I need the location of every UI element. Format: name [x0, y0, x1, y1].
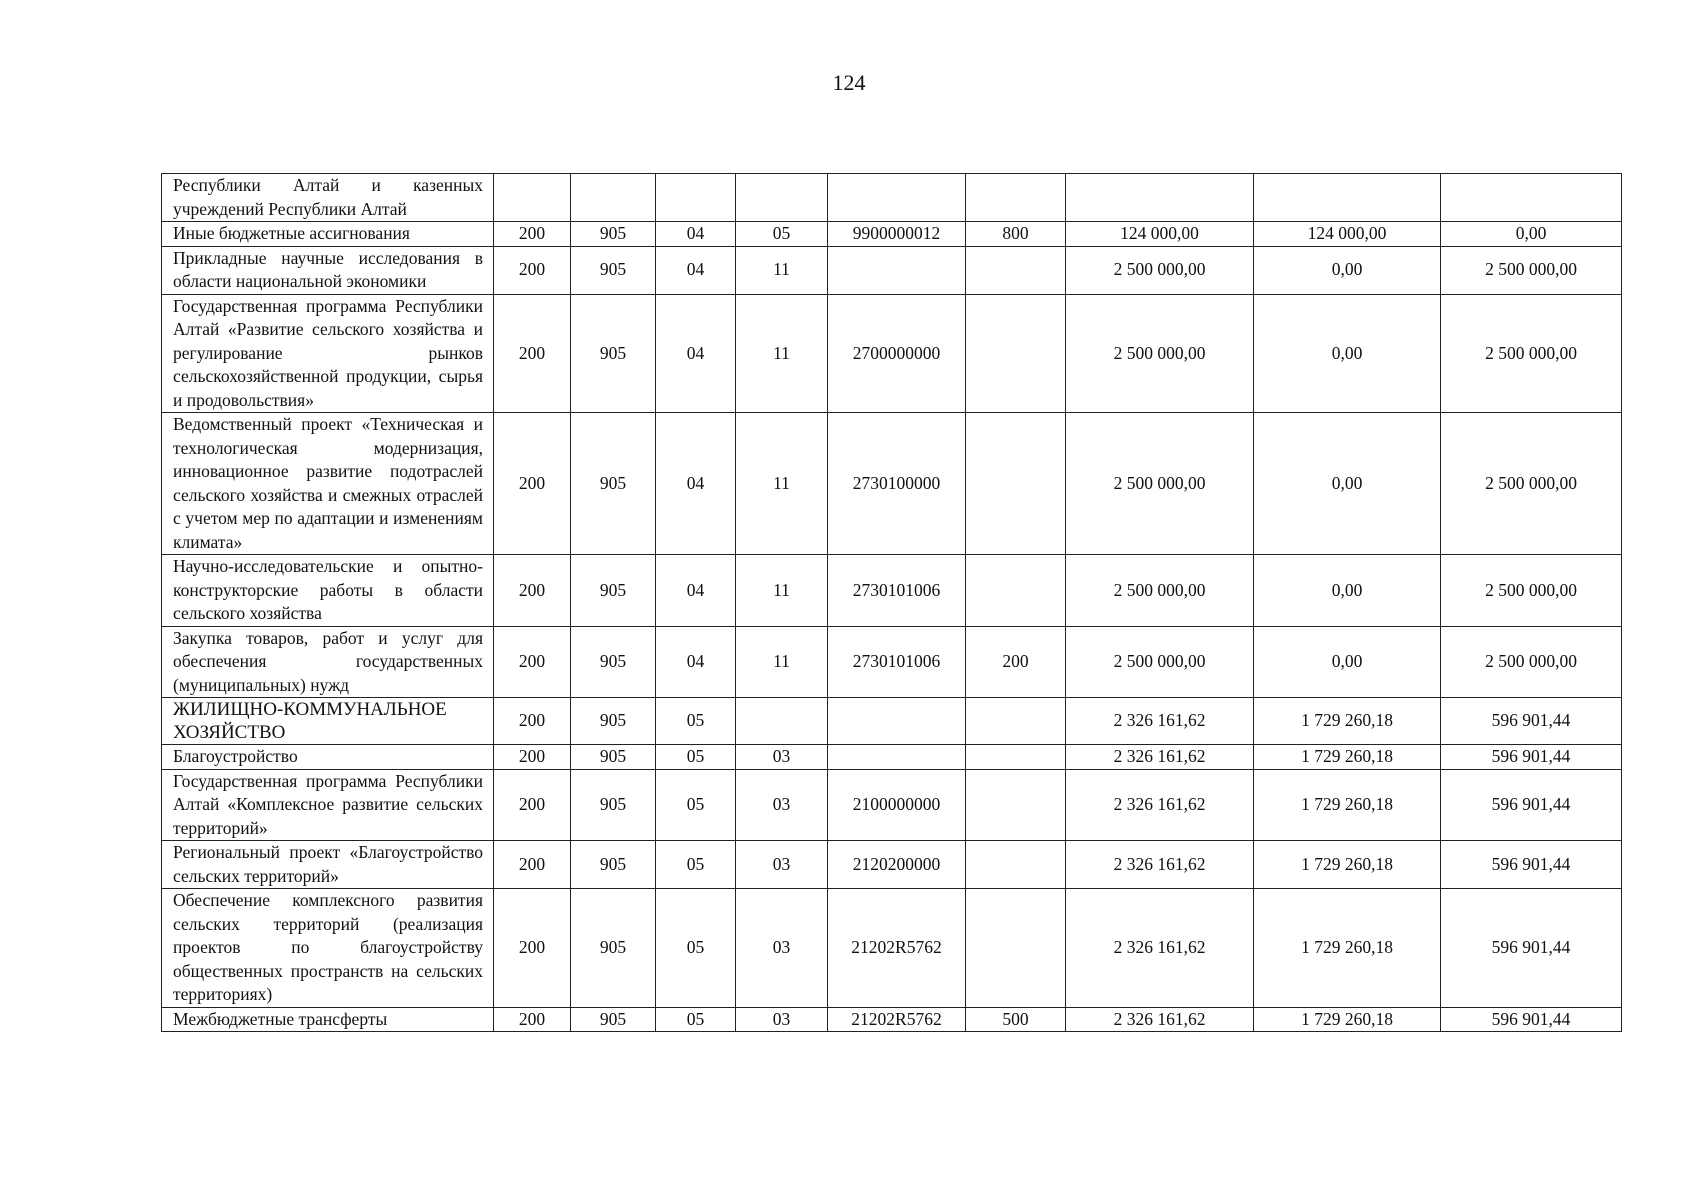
amount-regional-cell: 596 901,44 [1441, 889, 1622, 1008]
target-article-cell: 21202R5762 [828, 889, 966, 1008]
section-code-cell: 05 [656, 698, 736, 745]
expense-type-cell [966, 841, 1066, 889]
table-row [162, 555, 1622, 627]
subsection-code-cell: 11 [736, 246, 828, 294]
section-code-cell: 04 [656, 246, 736, 294]
row-name-cell: Иные бюджетные ассигнования [162, 222, 494, 247]
section-code-cell: 04 [656, 294, 736, 413]
amount-total-cell: 2 326 161,62 [1066, 841, 1254, 889]
amount-regional-cell: 2 500 000,00 [1441, 626, 1622, 698]
target-article-cell: 2700000000 [828, 294, 966, 413]
code-1-cell: 200 [494, 745, 571, 770]
section-code-cell: 04 [656, 626, 736, 698]
target-article-cell: 2100000000 [828, 769, 966, 841]
amount-regional-cell: 596 901,44 [1441, 1007, 1622, 1032]
row-name-cell: Научно-исследовательские и опытно-конструкторские работы в области сельского хозяйства [162, 555, 494, 627]
amount-federal-cell: 0,00 [1254, 626, 1441, 698]
amount-federal-cell: 1 729 260,18 [1254, 769, 1441, 841]
subsection-code-cell [736, 698, 828, 745]
section-code-cell: 04 [656, 222, 736, 247]
expense-type-cell [966, 889, 1066, 1008]
ministry-code-cell: 905 [571, 745, 656, 770]
code-1-cell: 200 [494, 769, 571, 841]
page-number: 124 [832, 70, 866, 95]
amount-regional-cell: 2 500 000,00 [1441, 294, 1622, 413]
amount-federal-cell: 1 729 260,18 [1254, 745, 1441, 770]
expense-type-cell [966, 413, 1066, 555]
amount-total-cell: 2 326 161,62 [1066, 698, 1254, 745]
ministry-code-cell: 905 [571, 626, 656, 698]
table-row [162, 698, 1622, 745]
amount-federal-cell: 0,00 [1254, 294, 1441, 413]
target-article-cell: 9900000012 [828, 222, 966, 247]
subsection-code-cell: 11 [736, 626, 828, 698]
row-name-cell: Прикладные научные исследования в области национальной экономики [162, 246, 494, 294]
section-code-cell: 04 [656, 413, 736, 555]
code-1-cell: 200 [494, 294, 571, 413]
subsection-code-cell: 11 [736, 413, 828, 555]
row-name-cell: Закупка товаров, работ и услуг для обеспечения государственных (муниципальных) нужд [162, 626, 494, 698]
table-row [162, 413, 1622, 555]
section-code-cell: 05 [656, 1007, 736, 1032]
amount-total-cell: 2 500 000,00 [1066, 294, 1254, 413]
row-name-cell: Межбюджетные трансферты [162, 1007, 494, 1032]
expense-type-cell [966, 745, 1066, 770]
target-article-cell: 2730100000 [828, 413, 966, 555]
expense-type-cell [966, 698, 1066, 745]
section-code-cell: 04 [656, 555, 736, 627]
ministry-code-cell: 905 [571, 698, 656, 745]
amount-total-cell: 2 500 000,00 [1066, 246, 1254, 294]
section-code-cell: 05 [656, 769, 736, 841]
budget-table [161, 173, 1622, 1032]
row-name-cell: Ведомственный проект «Техническая и технологическая модернизация, инновационное развитие подотраслей сельского хозяйства и смежных отраслей с учетом мер по адаптации и изменениям климата» [162, 413, 494, 555]
subsection-code-cell: 03 [736, 889, 828, 1008]
table-row [162, 294, 1622, 413]
target-article-cell: 2120200000 [828, 841, 966, 889]
ministry-code-cell: 905 [571, 294, 656, 413]
row-name-cell: Обеспечение комплексного развития сельских территорий (реализация проектов по благоустройству общественных пространств на сельских территориях) [162, 889, 494, 1008]
table-row [162, 1007, 1622, 1032]
expense-type-cell: 500 [966, 1007, 1066, 1032]
amount-federal-cell: 0,00 [1254, 413, 1441, 555]
subsection-code-cell: 03 [736, 745, 828, 770]
code-1-cell: 200 [494, 841, 571, 889]
expense-type-cell: 800 [966, 222, 1066, 247]
section-code-cell: 05 [656, 841, 736, 889]
expense-type-cell: 200 [966, 626, 1066, 698]
amount-total-cell: 124 000,00 [1066, 222, 1254, 247]
subsection-code-cell: 11 [736, 294, 828, 413]
expense-type-cell [966, 769, 1066, 841]
code-1-cell: 200 [494, 413, 571, 555]
code-1-cell [494, 174, 571, 222]
code-1-cell: 200 [494, 222, 571, 247]
target-article-cell [828, 246, 966, 294]
amount-total-cell [1066, 174, 1254, 222]
ministry-code-cell [571, 174, 656, 222]
amount-federal-cell: 124 000,00 [1254, 222, 1441, 247]
table-row [162, 745, 1622, 770]
amount-regional-cell: 596 901,44 [1441, 841, 1622, 889]
subsection-code-cell: 03 [736, 841, 828, 889]
amount-total-cell: 2 500 000,00 [1066, 555, 1254, 627]
target-article-cell: 21202R5762 [828, 1007, 966, 1032]
row-name-cell: Государственная программа Республики Алтай «Комплексное развитие сельских территорий» [162, 769, 494, 841]
target-article-cell: 2730101006 [828, 555, 966, 627]
amount-regional-cell: 0,00 [1441, 222, 1622, 247]
target-article-cell: 2730101006 [828, 626, 966, 698]
section-code-cell: 05 [656, 889, 736, 1008]
amount-federal-cell: 0,00 [1254, 246, 1441, 294]
table-row [162, 174, 1622, 222]
target-article-cell [828, 698, 966, 745]
code-1-cell: 200 [494, 246, 571, 294]
expense-type-cell [966, 246, 1066, 294]
amount-federal-cell: 1 729 260,18 [1254, 1007, 1441, 1032]
amount-total-cell: 2 326 161,62 [1066, 769, 1254, 841]
expense-type-cell [966, 294, 1066, 413]
target-article-cell [828, 174, 966, 222]
table-row [162, 222, 1622, 247]
table-row [162, 841, 1622, 889]
amount-regional-cell: 596 901,44 [1441, 745, 1622, 770]
row-name-cell: Республики Алтай и казенных учреждений Республики Алтай [162, 174, 494, 222]
amount-regional-cell: 2 500 000,00 [1441, 246, 1622, 294]
ministry-code-cell: 905 [571, 769, 656, 841]
ministry-code-cell: 905 [571, 246, 656, 294]
subsection-code-cell: 05 [736, 222, 828, 247]
ministry-code-cell: 905 [571, 889, 656, 1008]
amount-total-cell: 2 326 161,62 [1066, 745, 1254, 770]
subsection-code-cell [736, 174, 828, 222]
code-1-cell: 200 [494, 698, 571, 745]
amount-federal-cell: 0,00 [1254, 555, 1441, 627]
subsection-code-cell: 03 [736, 769, 828, 841]
table-row [162, 246, 1622, 294]
code-1-cell: 200 [494, 555, 571, 627]
expense-type-cell [966, 174, 1066, 222]
section-code-cell [656, 174, 736, 222]
row-name-cell: Региональный проект «Благоустройство сельских территорий» [162, 841, 494, 889]
section-code-cell: 05 [656, 745, 736, 770]
ministry-code-cell: 905 [571, 555, 656, 627]
amount-regional-cell [1441, 174, 1622, 222]
row-name-cell: ЖИЛИЩНО-КОММУНАЛЬНОЕ ХОЗЯЙСТВО [162, 698, 494, 745]
amount-federal-cell [1254, 174, 1441, 222]
code-1-cell: 200 [494, 1007, 571, 1032]
ministry-code-cell: 905 [571, 1007, 656, 1032]
ministry-code-cell: 905 [571, 222, 656, 247]
amount-total-cell: 2 326 161,62 [1066, 889, 1254, 1008]
subsection-code-cell: 11 [736, 555, 828, 627]
ministry-code-cell: 905 [571, 413, 656, 555]
table-row [162, 626, 1622, 698]
expense-type-cell [966, 555, 1066, 627]
table-row [162, 889, 1622, 1008]
amount-total-cell: 2 500 000,00 [1066, 413, 1254, 555]
ministry-code-cell: 905 [571, 841, 656, 889]
amount-federal-cell: 1 729 260,18 [1254, 889, 1441, 1008]
amount-total-cell: 2 500 000,00 [1066, 626, 1254, 698]
amount-total-cell: 2 326 161,62 [1066, 1007, 1254, 1032]
amount-regional-cell: 596 901,44 [1441, 769, 1622, 841]
amount-regional-cell: 596 901,44 [1441, 698, 1622, 745]
amount-regional-cell: 2 500 000,00 [1441, 555, 1622, 627]
table-row [162, 769, 1622, 841]
code-1-cell: 200 [494, 626, 571, 698]
subsection-code-cell: 03 [736, 1007, 828, 1032]
amount-federal-cell: 1 729 260,18 [1254, 698, 1441, 745]
code-1-cell: 200 [494, 889, 571, 1008]
row-name-cell: Благоустройство [162, 745, 494, 770]
amount-federal-cell: 1 729 260,18 [1254, 841, 1441, 889]
target-article-cell [828, 745, 966, 770]
amount-regional-cell: 2 500 000,00 [1441, 413, 1622, 555]
row-name-cell: Государственная программа Республики Алтай «Развитие сельского хозяйства и регулирование рынков сельскохозяйственной продукции, сырья и продовольствия» [162, 294, 494, 413]
